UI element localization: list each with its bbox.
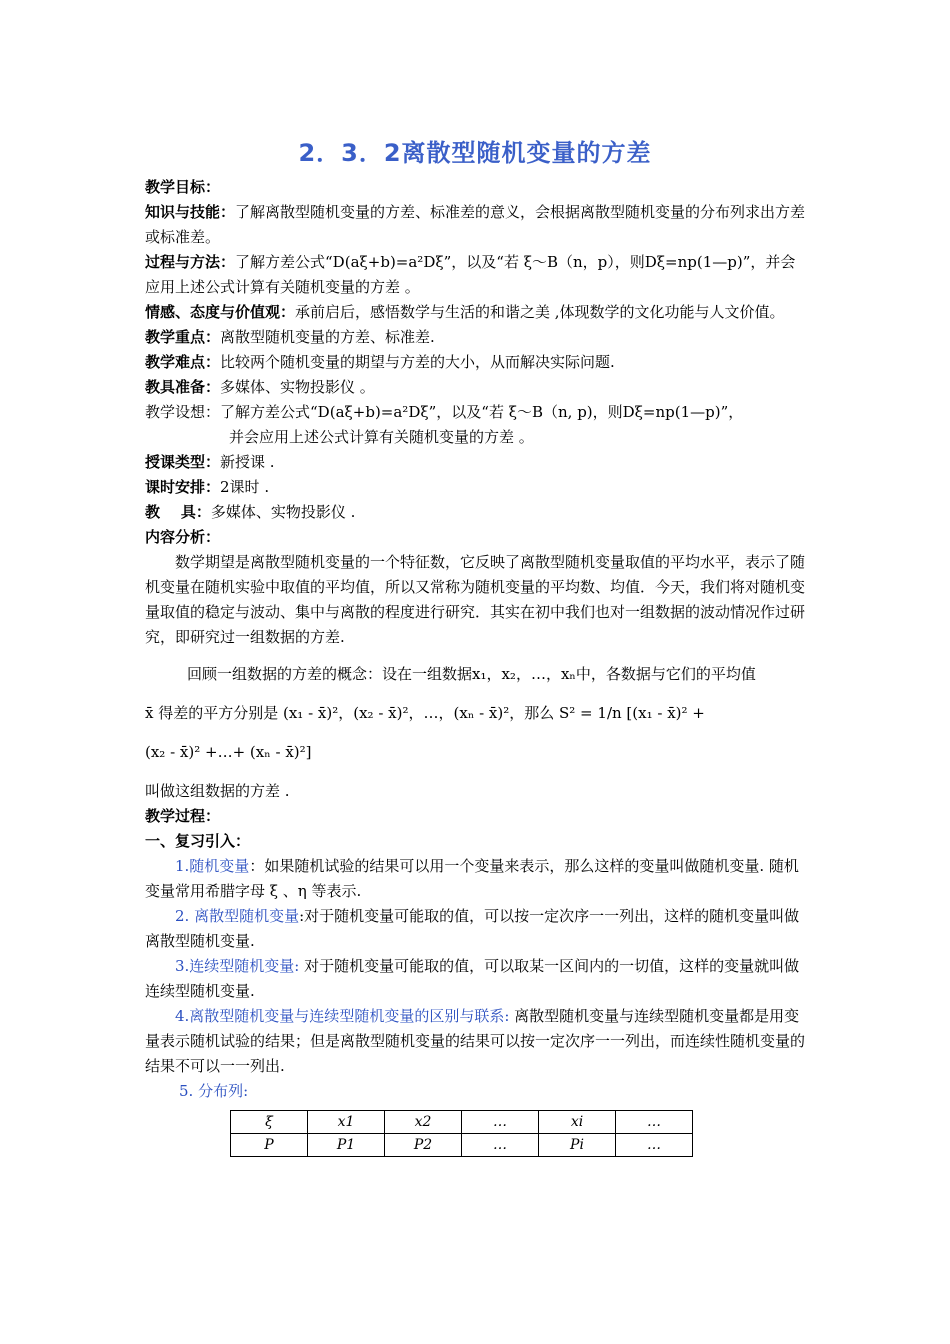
table-cell: … xyxy=(616,1134,693,1157)
table-cell: … xyxy=(462,1134,539,1157)
prep-paragraph xyxy=(145,375,810,400)
item-1 xyxy=(145,854,810,904)
objectives-label: 教学目标： xyxy=(145,178,221,196)
schedule-label: 课时安排： xyxy=(145,478,221,496)
content-label: 内容分析： xyxy=(145,528,221,546)
content-paragraph: 数学期望是离散型随机变量的一个特征数，它反映了离散型随机变量取值的平均水平，表示了随机变量在随机实验中取值的平均值，所以又常称为随机变量的平均数、均值．今天，我们将对随机变量取值的稳定与波动、集中与离散的程度进行研究．其实在初中我们也对一组数据的波动情况作过研究，即研究过一组数据的方差. xyxy=(145,553,806,646)
process-label-heading: 教学过程： xyxy=(145,807,221,825)
table-cell: x2 xyxy=(385,1111,462,1134)
table-row xyxy=(231,1111,693,1134)
process-paragraph xyxy=(145,250,810,300)
lesson-type-label: 授课类型： xyxy=(145,453,221,471)
table-cell: x1 xyxy=(308,1111,385,1134)
knowledge-paragraph xyxy=(145,200,810,250)
review-paragraph-2: x̄ 得差的平方分别是 (x₁ - x̄)²，(x₂ - x̄)²，…，(xₙ - x̄)²，那么 S² = 1/n [(x₁ - x̄)² + xyxy=(145,704,705,722)
table-cell: … xyxy=(462,1111,539,1134)
idea-text-1: 了解方差公式“D(aξ+b)=a²Dξ”，以及“若 ξ～B（n, p)，则Dξ=np(1—p)”， xyxy=(220,403,744,421)
emotion-paragraph xyxy=(145,300,810,325)
idea-paragraph xyxy=(145,400,810,425)
item-2 xyxy=(145,904,810,954)
table-cell: xi xyxy=(539,1111,616,1134)
key-point-text: 离散型随机变量的方差、标准差. xyxy=(220,328,435,346)
knowledge-text: 了解离散型随机变量的方差、标准差的意义，会根据离散型随机变量的分布列求出方差或标准差。 xyxy=(145,203,806,246)
difficulty-paragraph xyxy=(145,350,810,375)
page-title: 2．3．2离散型随机变量的方差 xyxy=(298,139,652,167)
process-text: 了解方差公式“D(aξ+b)=a²Dξ”，以及“若 ξ～B（n，p），则Dξ=np(1—p)”，并会应用上述公式计算有关随机变量的方差 。 xyxy=(145,253,796,296)
emotion-text: 承前启后，感悟数学与生活的和谐之美 ,体现数学的文化功能与人文价值。 xyxy=(295,303,785,321)
review-paragraph-1: 回顾一组数据的方差的概念：设在一组数据x₁，x₂，…，xₙ中，各数据与它们的平均值 xyxy=(187,665,756,683)
lesson-type-text: 新授课 . xyxy=(220,453,275,471)
item-1-head: 1.随机变量 xyxy=(175,857,250,875)
tools-label: 教 具： xyxy=(145,503,211,521)
item-4 xyxy=(145,1004,810,1079)
item-2-text: :对于随机变量可能取的值，可以按一定次序一一列出，这样的随机变量叫做离散型随机变量. xyxy=(145,907,800,950)
knowledge-label: 知识与技能： xyxy=(145,203,236,221)
item-2-head: 2. 离散型随机变量 xyxy=(175,907,300,925)
item-5: 5. 分布列: xyxy=(179,1082,249,1100)
process-label: 过程与方法： xyxy=(145,253,236,271)
table-cell: P2 xyxy=(385,1134,462,1157)
idea-paragraph-cont xyxy=(145,425,810,450)
difficulty-label: 教学难点： xyxy=(145,353,221,371)
table-cell: ξ xyxy=(231,1111,308,1134)
schedule-paragraph xyxy=(145,475,810,500)
item-3-head: 3.连续型随机变量: xyxy=(175,957,300,975)
schedule-text: 2课时 . xyxy=(220,478,270,496)
item-4-text: 离散型随机变量与连续型随机变量都是用变量表示随机试验的结果；但是离散型随机变量的结果可以按一定次序一一列出，而连续性随机变量的结果不可以一一列出. xyxy=(145,1007,806,1075)
review-paragraph-4: 叫做这组数据的方差 . xyxy=(145,782,290,800)
prep-text: 多媒体、实物投影仪 。 xyxy=(220,378,375,396)
table-cell: P xyxy=(231,1134,308,1157)
distribution-table xyxy=(230,1110,693,1157)
item-1-text: ：如果随机试验的结果可以用一个变量来表示，那么这样的变量叫做随机变量. 随机变量常用希腊字母 ξ 、η 等表示. xyxy=(145,857,799,900)
section-review-heading: 一、复习引入： xyxy=(145,832,251,850)
tools-paragraph xyxy=(145,500,810,525)
tools-text: 多媒体、实物投影仪 . xyxy=(210,503,356,521)
table-row xyxy=(231,1134,693,1157)
document-body xyxy=(145,175,810,1157)
table-cell: P1 xyxy=(308,1134,385,1157)
key-point-paragraph xyxy=(145,325,810,350)
review-paragraph-3: (x₂ - x̄)² +…+ (xₙ - x̄)²] xyxy=(145,743,312,761)
table-cell: Pi xyxy=(539,1134,616,1157)
idea-label: 教学设想： xyxy=(145,403,221,421)
prep-label: 教具准备： xyxy=(145,378,221,396)
idea-text-2: 并会应用上述公式计算有关随机变量的方差 。 xyxy=(229,428,534,446)
item-3-text: 对于随机变量可能取的值，可以取某一区间内的一切值，这样的变量就叫做连续型随机变量. xyxy=(145,957,800,1000)
lesson-type-paragraph xyxy=(145,450,810,475)
difficulty-text: 比较两个随机变量的期望与方差的大小，从而解决实际问题. xyxy=(220,353,615,371)
item-3 xyxy=(145,954,810,1004)
key-point-label: 教学重点： xyxy=(145,328,221,346)
item-4-head: 4.离散型随机变量与连续型随机变量的区别与联系: xyxy=(175,1007,510,1025)
table-cell: … xyxy=(616,1111,693,1134)
emotion-label: 情感、态度与价值观： xyxy=(145,303,296,321)
